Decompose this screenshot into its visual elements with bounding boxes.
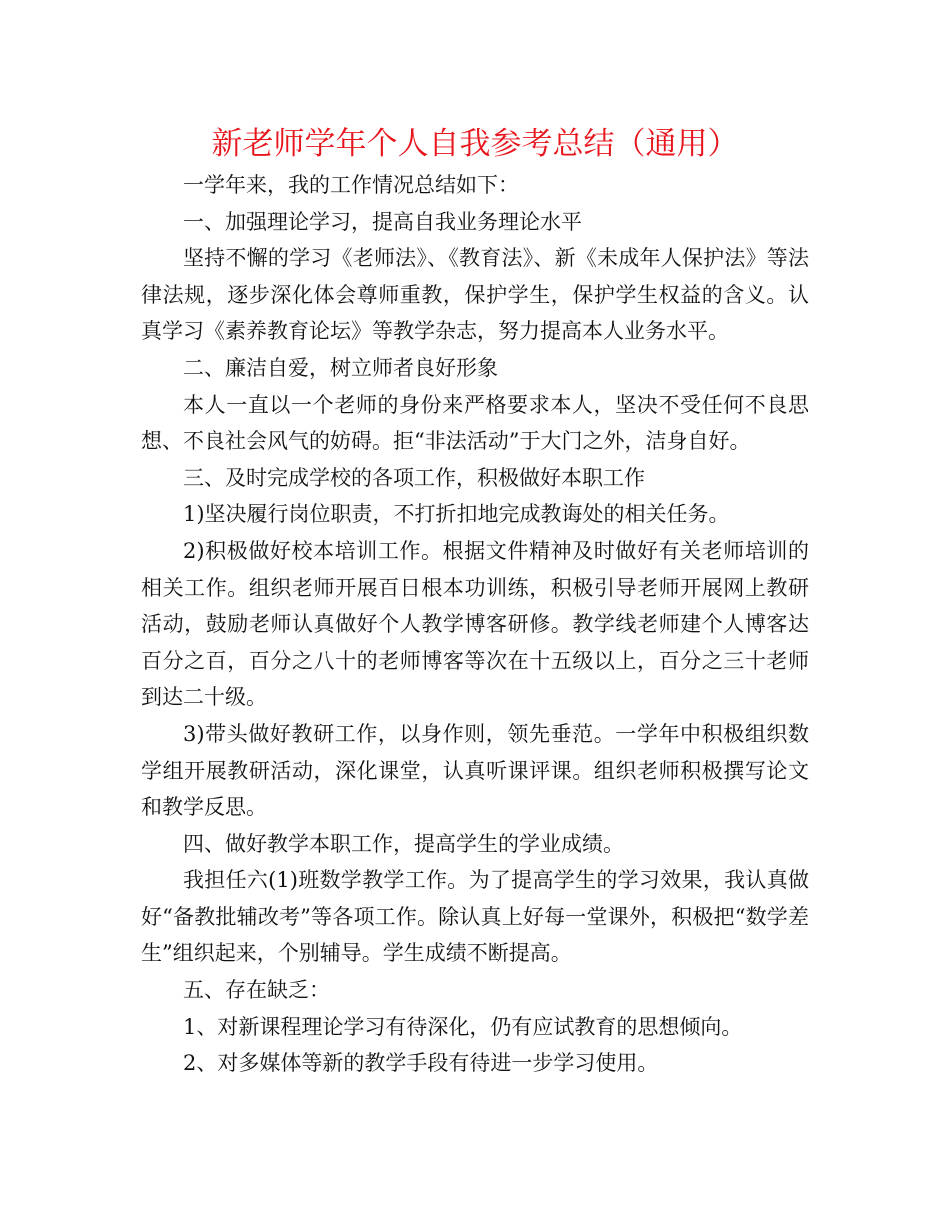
body-paragraph: 本人一直以一个老师的身份来严格要求本人，坚决不受任何不良思想、不良社会风气的妨碍。拒“非法活动”于大门之外，洁身自好。	[141, 392, 809, 454]
list-item: 3)带头做好教研工作，以身作则，领先垂范。一学年中积极组织数学组开展教研活动，深化课堂，认真听课评课。组织老师积极撰写论文和教学反思。	[141, 721, 809, 820]
body-paragraph: 坚持不懈的学习《老师法》、《教育法》、新《未成年人保护法》等法律法规，逐步深化体会尊师重教，保护学生，保护学生权益的含义。认真学习《素养教育论坛》等教学杂志，努力提高本人业务水平。	[141, 246, 809, 344]
section-heading-4: 四、做好教学本职工作，提高学生的学业成绩。	[183, 831, 624, 856]
list-item: 2、对多媒体等新的教学手段有待进一步学习使用。	[183, 1051, 659, 1076]
section-heading-5: 五、存在缺乏：	[183, 978, 330, 1003]
list-item: 2)积极做好校本培训工作。根据文件精神及时做好有关老师培训的相关工作。组织老师开展百日根本功训练，积极引导老师开展网上教研活动，鼓励老师认真做好个人教学博客研修。教学线老师建个人博客达百分之百，百分之八十的老师博客等次在十五级以上，百分之三十老师到达二十级。	[141, 538, 809, 710]
document-body	[141, 167, 809, 1082]
list-item: 1)坚决履行岗位职责，不打折扣地完成教诲处的相关任务。	[183, 502, 730, 527]
section-heading-2: 二、廉洁自爱，树立师者良好形象	[183, 355, 498, 380]
document-title: 新老师学年个人自我参考总结（通用）	[211, 126, 739, 162]
list-item: 1、对新课程理论学习有待深化，仍有应试教育的思想倾向。	[183, 1014, 743, 1039]
body-paragraph: 我担任六(1)班数学教学工作。为了提高学生的学习效果，我认真做好“备教批辅改考”等各项工作。除认真上好每一堂课外，积极把“数学差生”组织起来，个别辅导。学生成绩不断提高。	[141, 868, 809, 966]
intro-paragraph: 一学年来，我的工作情况总结如下：	[183, 173, 519, 197]
section-heading-3: 三、及时完成学校的各项工作，积极做好本职工作	[183, 465, 645, 490]
section-heading-1: 一、加强理论学习，提高自我业务理论水平	[183, 209, 582, 234]
